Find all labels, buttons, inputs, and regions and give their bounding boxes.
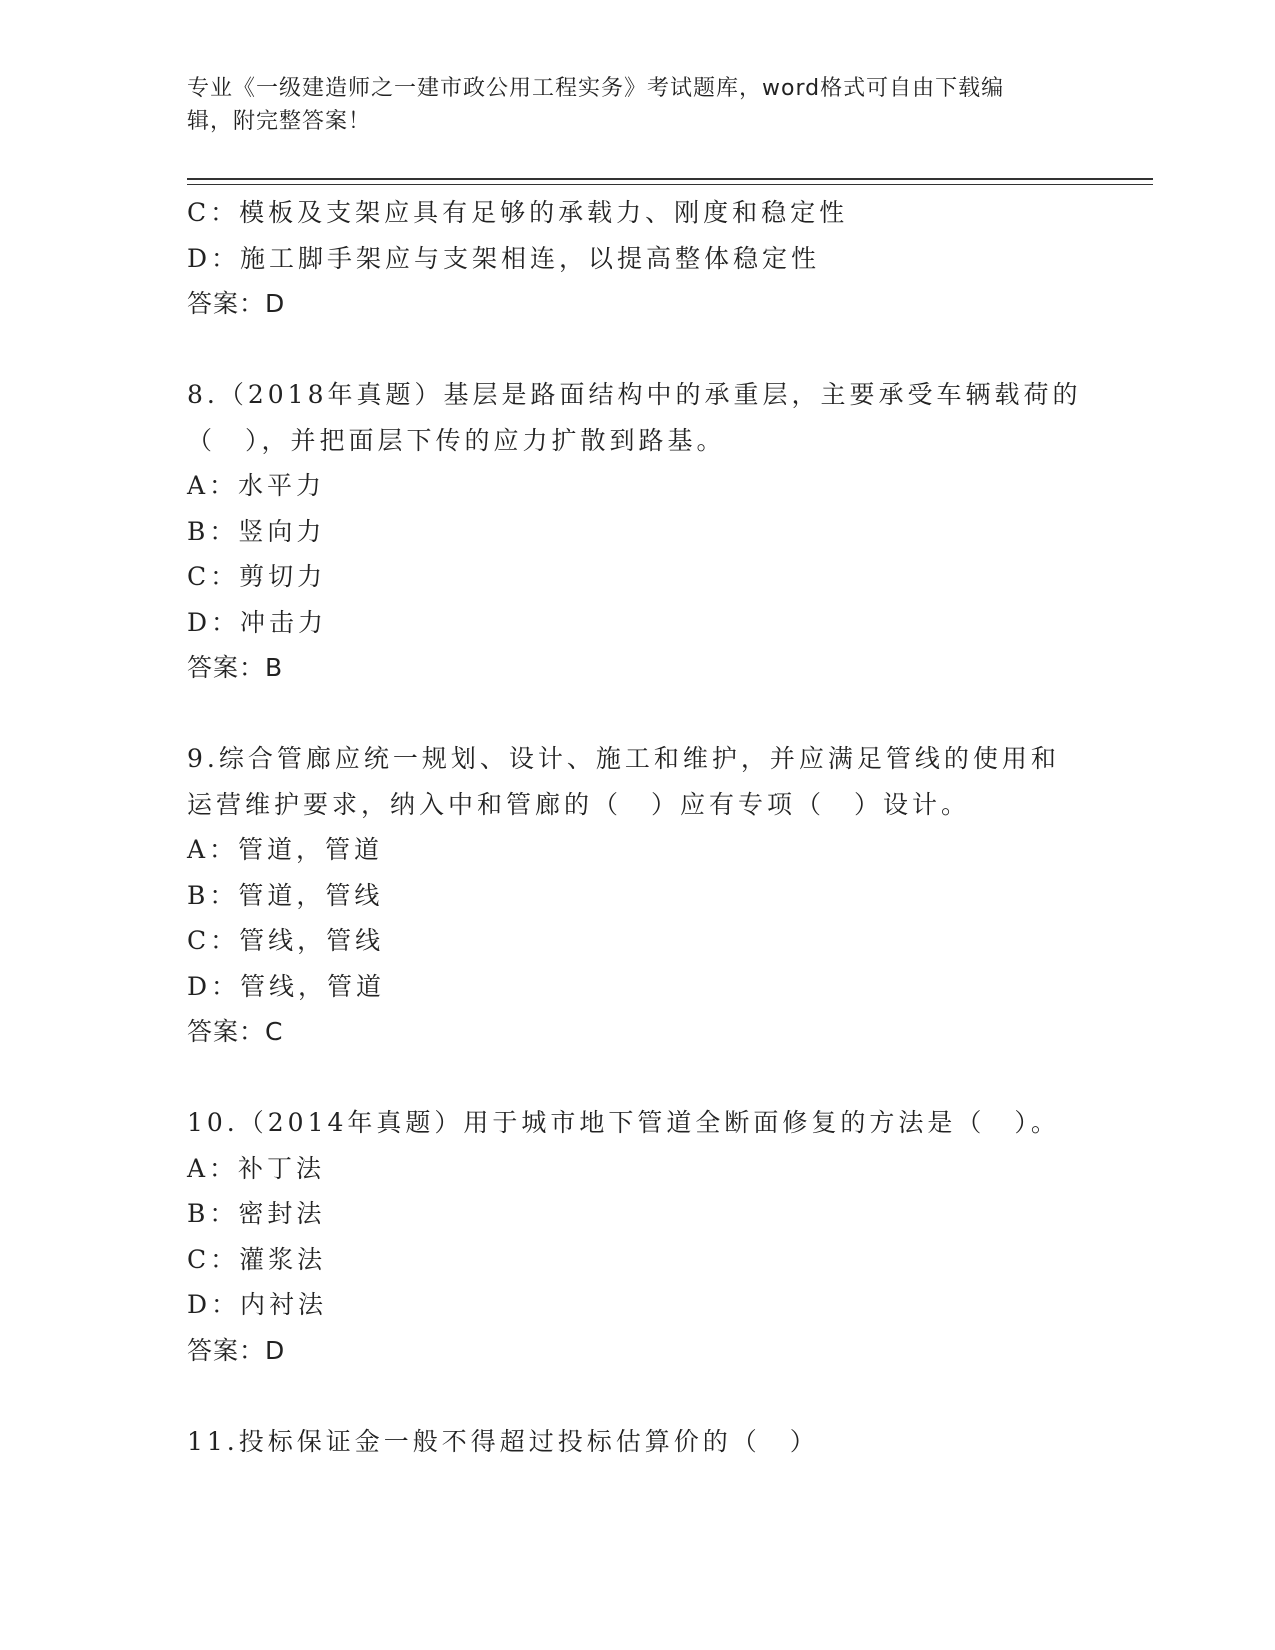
question-stem-line: 8.（2018年真题）基层是路面结构中的承重层，主要承受车辆载荷的 <box>187 380 1082 409</box>
spacer <box>187 1373 1087 1419</box>
answer-line: 答案：D <box>187 1335 286 1365</box>
header-line-2: 辑，附完整答案！ <box>187 109 372 134</box>
question-8 <box>187 372 1087 691</box>
option-b: B：竖向力 <box>187 516 326 546</box>
question-stem-line: 10.（2014年真题）用于城市地下管道全断面修复的方法是（ ）。 <box>187 1108 1060 1137</box>
option-b: B：密封法 <box>187 1199 326 1228</box>
header-rule-thick <box>187 178 1153 180</box>
spacer <box>187 1055 1087 1101</box>
question-stem-line: 9.综合管廊应统一规划、设计、施工和维护，并应满足管线的使用和 <box>187 744 1060 773</box>
option-a: A：管道，管道 <box>187 835 384 864</box>
answer-line: 答案：D <box>187 289 286 318</box>
question-7-tail <box>187 190 1087 327</box>
option-a: A：水平力 <box>187 471 326 500</box>
option-c: C：管线，管线 <box>187 926 385 955</box>
option-c: C：剪切力 <box>187 562 327 591</box>
question-9 <box>187 736 1087 1055</box>
header-line-1: 专业《一级建造师之一建市政公用工程实务》考试题库，word格式可自由下载编 <box>187 76 1005 101</box>
question-10 <box>187 1100 1087 1373</box>
answer-line: 答案：C <box>187 1017 284 1046</box>
document-body <box>187 190 1087 1464</box>
option-c: C：模板及支架应具有足够的承载力、刚度和稳定性 <box>187 198 849 227</box>
option-b: B：管道，管线 <box>187 880 384 910</box>
option-d: D：管线，管道 <box>187 971 386 1001</box>
question-stem-line: 11.投标保证金一般不得超过投标估算价的（ ） <box>187 1426 819 1456</box>
answer-line: 答案：B <box>187 653 284 682</box>
option-d: D：冲击力 <box>187 607 328 637</box>
option-c: C：灌浆法 <box>187 1244 327 1274</box>
question-11 <box>187 1419 1087 1465</box>
option-d: D：施工脚手架应与支架相连，以提高整体稳定性 <box>187 243 821 273</box>
question-stem-line: 运营维护要求，纳入中和管廊的（ ）应有专项（ ）设计。 <box>187 789 971 819</box>
spacer <box>187 327 1087 373</box>
header-rule-thin <box>187 184 1153 185</box>
option-d: D：内衬法 <box>187 1290 328 1319</box>
question-stem-line: （ ），并把面层下传的应力扩散到路基。 <box>187 425 726 455</box>
document-header <box>187 72 1067 138</box>
spacer <box>187 691 1087 737</box>
option-a: A：补丁法 <box>187 1153 326 1183</box>
